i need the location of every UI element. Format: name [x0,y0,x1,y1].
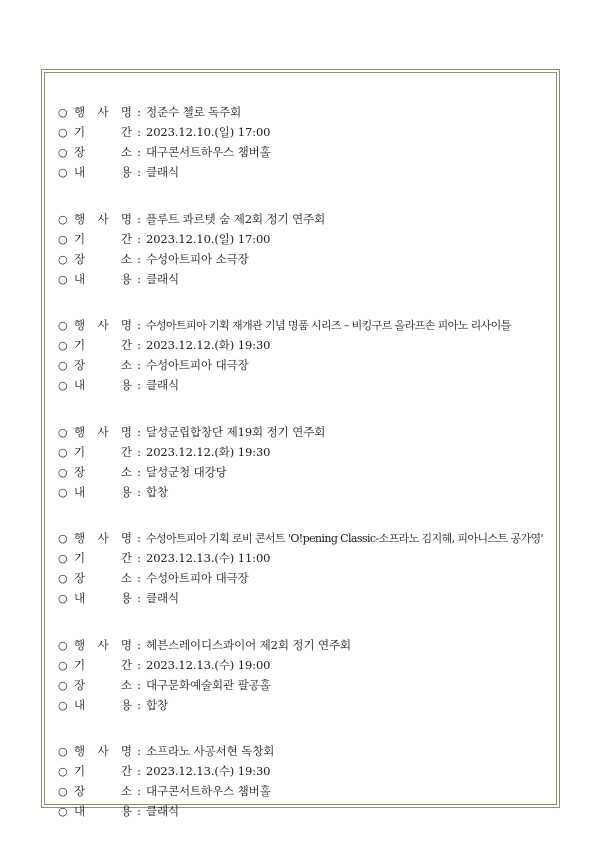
event-content: 합창 [146,484,169,499]
bullet-icon: ○ [58,379,68,392]
colon: : [137,484,141,499]
colon: : [137,784,141,798]
event-name-row [58,422,553,442]
event-name: 달성군립합창단 제19회 정기 연주회 [146,424,326,439]
event-name: 수성아트피아 기획 로비 콘서트 'O!pening Classic-소프라노 김지혜, 피아니스트 공가영' [146,532,543,545]
label-date: 기 간 [74,338,132,352]
label-name: 행 사 명 [74,318,132,332]
bullet-icon: ○ [58,805,68,818]
label-content: 내 용 [74,804,132,818]
event-place: 대구콘서트하우스 챔버홀 [146,145,271,159]
bullet-icon: ○ [58,745,68,758]
event-place-row [58,675,553,695]
colon: : [137,231,141,246]
event-name-row [58,209,553,229]
label-content: 내 용 [74,165,132,179]
bullet-icon: ○ [58,425,68,439]
event-block [58,741,553,821]
event-place-row [58,249,553,269]
bullet-icon: ○ [58,146,68,159]
event-block [58,102,553,182]
event-date-row [58,442,553,462]
bullet-icon: ○ [58,785,68,798]
colon: : [137,531,141,545]
colon: : [137,105,141,119]
event-date: 2023.12.13.(수) 11:00 [146,551,271,565]
event-name: 정준수 첼로 독주회 [146,105,242,119]
event-list [58,102,553,848]
label-name: 행 사 명 [74,744,132,758]
event-content-row [58,162,553,182]
label-place: 장 소 [74,677,132,692]
event-content-row [58,269,553,289]
event-content: 클래식 [146,271,180,286]
event-content: 클래식 [146,804,180,818]
event-date-row [58,335,553,355]
bullet-icon: ○ [58,319,68,332]
bullet-icon: ○ [58,592,68,605]
label-date: 기 간 [74,764,132,778]
event-date: 2023.12.10.(일) 17:00 [146,125,271,139]
bullet-icon: ○ [58,552,68,565]
colon: : [137,358,141,372]
label-place: 장 소 [74,358,132,372]
bullet-icon: ○ [58,232,68,246]
event-name: 헤븐스레이디스콰이어 제2회 정기 연주회 [146,637,352,652]
colon: : [137,744,141,758]
bullet-icon: ○ [58,532,68,545]
colon: : [137,697,141,712]
label-content: 내 용 [74,697,132,712]
event-place: 수성아트피아 대극장 [146,358,249,372]
label-date: 기 간 [74,231,132,246]
label-date: 기 간 [74,125,132,139]
colon: : [137,145,141,159]
bullet-icon: ○ [58,359,68,372]
colon: : [137,318,141,332]
bullet-icon: ○ [58,445,68,459]
event-place: 수성아트피아 대극장 [146,571,249,585]
event-date: 2023.12.12.(화) 19:30 [146,338,271,352]
event-name-row [58,528,553,548]
event-place-row [58,462,553,482]
event-name: 수성아트피아 기획 재개관 기념 명품 시리즈 – 비킹구르 올라프손 피아노 리사이틀 [146,319,511,332]
colon: : [137,637,141,652]
label-place: 장 소 [74,571,132,585]
bullet-icon: ○ [58,658,68,672]
bullet-icon: ○ [58,166,68,179]
label-name: 행 사 명 [74,105,132,119]
colon: : [137,804,141,818]
label-date: 기 간 [74,444,132,459]
colon: : [137,338,141,352]
colon: : [137,271,141,286]
label-content: 내 용 [74,378,132,392]
bullet-icon: ○ [58,252,68,266]
label-name: 행 사 명 [74,211,132,226]
event-place-row [58,568,553,588]
colon: : [137,444,141,459]
event-content-row [58,482,553,502]
label-place: 장 소 [74,251,132,266]
event-date-row [58,761,553,781]
bullet-icon: ○ [58,126,68,139]
event-name-row [58,741,553,761]
event-block [58,209,553,289]
event-date-row [58,548,553,568]
colon: : [137,211,141,226]
event-place: 수성아트피아 소극장 [146,251,249,266]
bullet-icon: ○ [58,106,68,119]
event-block [58,315,553,395]
event-date-row [58,655,553,675]
colon: : [137,251,141,266]
event-content: 합창 [146,697,169,712]
event-place-row [58,355,553,375]
event-date: 2023.12.10.(일) 17:00 [146,231,271,246]
event-place-row [58,781,553,801]
event-date: 2023.12.13.(수) 19:00 [146,657,271,672]
event-content-row [58,588,553,608]
label-content: 내 용 [74,591,132,605]
bullet-icon: ○ [58,765,68,778]
colon: : [137,571,141,585]
event-content: 클래식 [146,378,180,392]
colon: : [137,591,141,605]
label-place: 장 소 [74,145,132,159]
label-date: 기 간 [74,551,132,565]
event-place: 대구문화예술회관 팔공홀 [146,677,271,692]
event-name: 플루트 콰르텟 숨 제2회 정기 연주회 [146,211,326,226]
event-name-row [58,102,553,122]
event-place-row [58,142,553,162]
bullet-icon: ○ [58,465,68,479]
bullet-icon: ○ [58,485,68,499]
colon: : [137,551,141,565]
label-content: 내 용 [74,271,132,286]
label-name: 행 사 명 [74,637,132,652]
event-name-row [58,315,553,335]
bullet-icon: ○ [58,698,68,712]
event-content-row [58,375,553,395]
label-place: 장 소 [74,464,132,479]
event-date-row [58,122,553,142]
colon: : [137,677,141,692]
event-content: 클래식 [146,591,180,605]
event-content: 클래식 [146,165,180,179]
event-place: 달성군청 대강당 [146,464,227,479]
bullet-icon: ○ [58,638,68,652]
bullet-icon: ○ [58,572,68,585]
bullet-icon: ○ [58,272,68,286]
colon: : [137,378,141,392]
event-content-row [58,801,553,821]
bullet-icon: ○ [58,339,68,352]
colon: : [137,165,141,179]
label-date: 기 간 [74,657,132,672]
bullet-icon: ○ [58,212,68,226]
event-block [58,528,553,608]
event-content-row [58,695,553,715]
label-name: 행 사 명 [74,531,132,545]
colon: : [137,764,141,778]
label-name: 행 사 명 [74,424,132,439]
event-name: 소프라노 사공서현 독창회 [146,744,275,758]
colon: : [137,464,141,479]
event-date: 2023.12.13.(수) 19:30 [146,764,271,778]
label-place: 장 소 [74,784,132,798]
event-date-row [58,229,553,249]
label-content: 내 용 [74,484,132,499]
colon: : [137,125,141,139]
colon: : [137,657,141,672]
event-block [58,635,553,715]
event-name-row [58,635,553,655]
event-block [58,422,553,502]
event-place: 대구콘서트하우스 챔버홀 [146,784,271,798]
bullet-icon: ○ [58,678,68,692]
event-date: 2023.12.12.(화) 19:30 [146,444,271,459]
colon: : [137,424,141,439]
